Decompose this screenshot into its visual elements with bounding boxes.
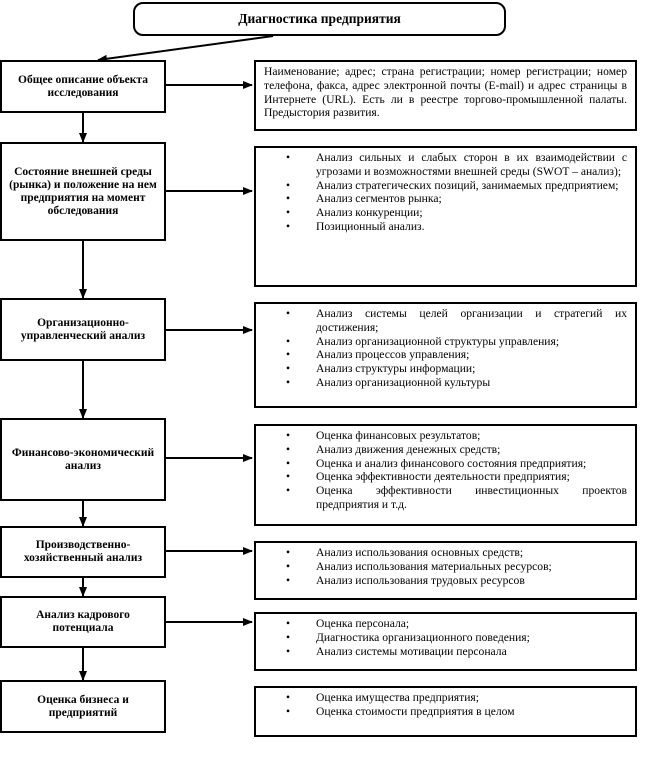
list-item: • Оценка имущества предприятия; — [264, 691, 627, 705]
step-1-box: Общее описание объекта исследования — [0, 60, 166, 113]
list-item: • Анализ системы мотивации персонала — [264, 645, 627, 659]
list-item: • Анализ использования трудовых ресурсов — [264, 574, 627, 588]
step-3-list — [264, 307, 627, 390]
list-item: • Диагностика организационного поведения; — [264, 631, 627, 645]
step-6-detail — [254, 612, 637, 671]
step-3-detail — [254, 302, 637, 408]
step-7-box: Оценка бизнеса и предприятий — [0, 680, 166, 733]
step-1-description: Наименование; адрес; страна регистрации; номер регистрации; номер телефона, факса, адрес электронной почты (E-mail) и адрес страницы в Интернете (URL). Есть ли в реестре торгово-промышленной палаты. Предыстория развития. — [264, 65, 627, 120]
list-item: • Оценка эффективности деятельности предприятия; — [264, 470, 627, 484]
list-item: • Оценка стоимости предприятия в целом — [264, 705, 627, 719]
step-7-detail — [254, 686, 637, 737]
step-5-box: Производственно-хозяйственный анализ — [0, 526, 166, 578]
step-4-list — [264, 429, 627, 512]
list-item: • Анализ сильных и слабых сторон в их взаимодействии с угрозами и возможностями внешней среды (SWOT – анализ); — [264, 151, 627, 179]
arrow-title-to-step-1 — [98, 36, 273, 60]
step-7-list — [264, 691, 627, 719]
list-item: • Анализ организационной культуры — [264, 376, 627, 390]
step-2-list — [264, 151, 627, 234]
list-item: • Анализ системы целей организации и стратегий их достижения; — [264, 307, 627, 335]
step-4-box: Финансово-экономический анализ — [0, 418, 166, 501]
step-6-list — [264, 617, 627, 658]
list-item: • Анализ стратегических позиций, занимаемых предприятием; — [264, 179, 627, 193]
step-5-detail — [254, 541, 637, 600]
step-2-box: Состояние внешней среды (рынка) и положение на нем предприятия на момент обследования — [0, 142, 166, 241]
step-6-box: Анализ кадрового потенциала — [0, 596, 166, 648]
list-item: • Оценка финансовых результатов; — [264, 429, 627, 443]
diagram-title: Диагностика предприятия — [133, 2, 506, 36]
step-1-detail — [254, 60, 637, 131]
step-3-box: Организационно-управленческий анализ — [0, 298, 166, 361]
step-4-detail — [254, 424, 637, 526]
list-item: • Анализ движения денежных средств; — [264, 443, 627, 457]
list-item: • Оценка эффективности инвестиционных проектов предприятия и т.д. — [264, 484, 627, 512]
list-item: • Анализ использования материальных ресурсов; — [264, 560, 627, 574]
step-5-list — [264, 546, 627, 587]
list-item: • Анализ структуры информации; — [264, 362, 627, 376]
list-item: • Анализ процессов управления; — [264, 348, 627, 362]
list-item: • Анализ конкуренции; — [264, 206, 627, 220]
list-item: • Анализ организационной структуры управления; — [264, 335, 627, 349]
list-item: • Оценка персонала; — [264, 617, 627, 631]
list-item: • Анализ использования основных средств; — [264, 546, 627, 560]
step-2-detail — [254, 146, 637, 287]
list-item: • Анализ сегментов рынка; — [264, 192, 627, 206]
list-item: • Позиционный анализ. — [264, 220, 627, 234]
list-item: • Оценка и анализ финансового состояния предприятия; — [264, 457, 627, 471]
